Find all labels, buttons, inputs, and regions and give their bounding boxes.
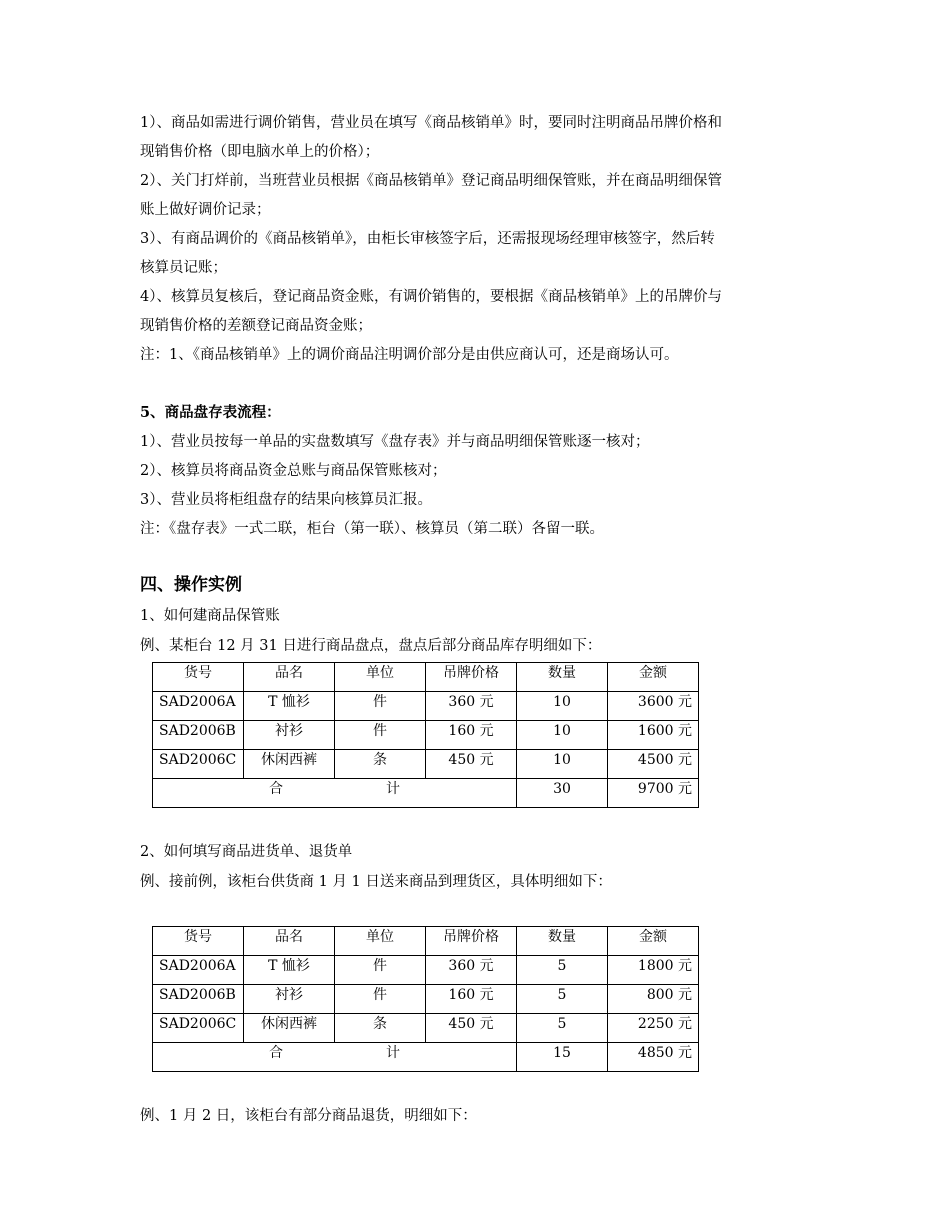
table-cell: 衬衫	[244, 985, 335, 1014]
table-header-cell: 数量	[517, 663, 608, 692]
table-cell: 2250 元	[608, 1014, 699, 1043]
table-cell: 衬衫	[244, 721, 335, 750]
table-total-row	[153, 779, 699, 808]
note-line: 注：1、《商品核销单》上的调价商品注明调价部分是由供应商认可，还是商场认可。	[140, 347, 679, 363]
paragraph-line: 核算员记账；	[140, 260, 227, 276]
table-cell: 10	[517, 750, 608, 779]
table-row	[153, 721, 699, 750]
paragraph-line: 2）、核算员将商品资金总账与商品保管账核对；	[140, 463, 447, 479]
table-cell: 件	[335, 956, 426, 985]
paragraph-line: 1）、商品如需进行调价销售，营业员在填写《商品核销单》时，要同时注明商品吊牌价格和	[140, 115, 722, 131]
table-cell: 450 元	[426, 750, 517, 779]
subheading: 2、如何填写商品进货单、退货单	[140, 844, 353, 860]
table-cell: T 恤衫	[244, 956, 335, 985]
table-cell: 160 元	[426, 985, 517, 1014]
paragraph-line: 现销售价格（即电脑水单上的价格）；	[140, 144, 380, 160]
table-cell: 3600 元	[608, 692, 699, 721]
table-cell: 条	[335, 1014, 426, 1043]
table-header-cell: 品名	[244, 927, 335, 956]
table-cell: 件	[335, 721, 426, 750]
table-header-cell: 金额	[608, 663, 699, 692]
example-text: 例、接前例，该柜台供货商 1 月 1 日送来商品到理货区，具体明细如下：	[140, 874, 612, 890]
total-label-cell	[153, 1043, 517, 1072]
paragraph-line: 4）、核算员复核后，登记商品资金账，有调价销售的，要根据《商品核销单》上的吊牌价与	[140, 289, 722, 305]
table-cell: 10	[517, 721, 608, 750]
total-label-right: 计	[386, 1045, 400, 1061]
paragraph-line: 账上做好调价记录；	[140, 202, 271, 218]
note-line: 注：《盘存表》一式二联，柜台（第一联）、核算员（第二联）各留一联。	[140, 521, 604, 537]
table-row	[153, 692, 699, 721]
section-heading: 5、商品盘存表流程：	[140, 404, 281, 421]
paragraph-line: 2）、关门打烊前，当班营业员根据《商品核销单》登记商品明细保管账，并在商品明细保管	[140, 173, 722, 189]
total-amount: 4850 元	[608, 1043, 699, 1072]
total-label-left: 合	[269, 1045, 283, 1061]
table-cell: 件	[335, 985, 426, 1014]
paragraph-line: 现销售价格的差额登记商品资金账；	[140, 318, 372, 334]
table-cell: 条	[335, 750, 426, 779]
chapter-heading: 四、操作实例	[140, 575, 242, 595]
table-row	[153, 1014, 699, 1043]
total-qty: 15	[517, 1043, 608, 1072]
table-header-cell: 货号	[153, 663, 244, 692]
table-header-cell: 货号	[153, 927, 244, 956]
table-header-cell: 品名	[244, 663, 335, 692]
table-cell: 1600 元	[608, 721, 699, 750]
table-cell: 360 元	[426, 956, 517, 985]
paragraph-line: 1）、营业员按每一单品的实盘数填写《盘存表》并与商品明细保管账逐一核对；	[140, 434, 650, 450]
table-cell: 800 元	[608, 985, 699, 1014]
table-header-cell: 吊牌价格	[426, 927, 517, 956]
example-text: 例、1 月 2 日，该柜台有部分商品退货，明细如下：	[140, 1108, 477, 1124]
table-cell: 件	[335, 692, 426, 721]
table-cell: 4500 元	[608, 750, 699, 779]
table-cell: T 恤衫	[244, 692, 335, 721]
paragraph-line: 3）、有商品调价的《商品核销单》，由柜长审核签字后，还需报现场经理审核签字，然后转	[140, 231, 715, 247]
table-cell: 5	[517, 985, 608, 1014]
table-cell: SAD2006B	[153, 985, 244, 1014]
total-amount: 9700 元	[608, 779, 699, 808]
table-cell: SAD2006A	[153, 692, 244, 721]
total-label-cell	[153, 779, 517, 808]
table-header-cell: 单位	[335, 663, 426, 692]
table-cell: 休闲西裤	[244, 750, 335, 779]
delivery-table	[152, 926, 699, 1072]
table-cell: SAD2006C	[153, 750, 244, 779]
table-header-row	[153, 927, 699, 956]
table-cell: 5	[517, 956, 608, 985]
table-header-cell: 吊牌价格	[426, 663, 517, 692]
table-cell: 10	[517, 692, 608, 721]
paragraph-line: 3）、营业员将柜组盘存的结果向核算员汇报。	[140, 492, 432, 508]
example-text: 例、某柜台 12 月 31 日进行商品盘点，盘点后部分商品库存明细如下：	[140, 638, 602, 654]
table-total-row	[153, 1043, 699, 1072]
subheading: 1、如何建商品保管账	[140, 608, 280, 624]
table-cell: 450 元	[426, 1014, 517, 1043]
table-row	[153, 956, 699, 985]
total-label-right: 计	[386, 781, 400, 797]
table-cell: 160 元	[426, 721, 517, 750]
inventory-table	[152, 662, 699, 808]
table-cell: 休闲西裤	[244, 1014, 335, 1043]
table-header-row	[153, 663, 699, 692]
table-header-cell: 单位	[335, 927, 426, 956]
table-row	[153, 985, 699, 1014]
table-header-cell: 金额	[608, 927, 699, 956]
table-cell: SAD2006C	[153, 1014, 244, 1043]
table-row	[153, 750, 699, 779]
total-qty: 30	[517, 779, 608, 808]
table-cell: SAD2006B	[153, 721, 244, 750]
table-cell: 360 元	[426, 692, 517, 721]
table-header-cell: 数量	[517, 927, 608, 956]
table-cell: 5	[517, 1014, 608, 1043]
table-cell: 1800 元	[608, 956, 699, 985]
total-label-left: 合	[269, 781, 283, 797]
table-cell: SAD2006A	[153, 956, 244, 985]
